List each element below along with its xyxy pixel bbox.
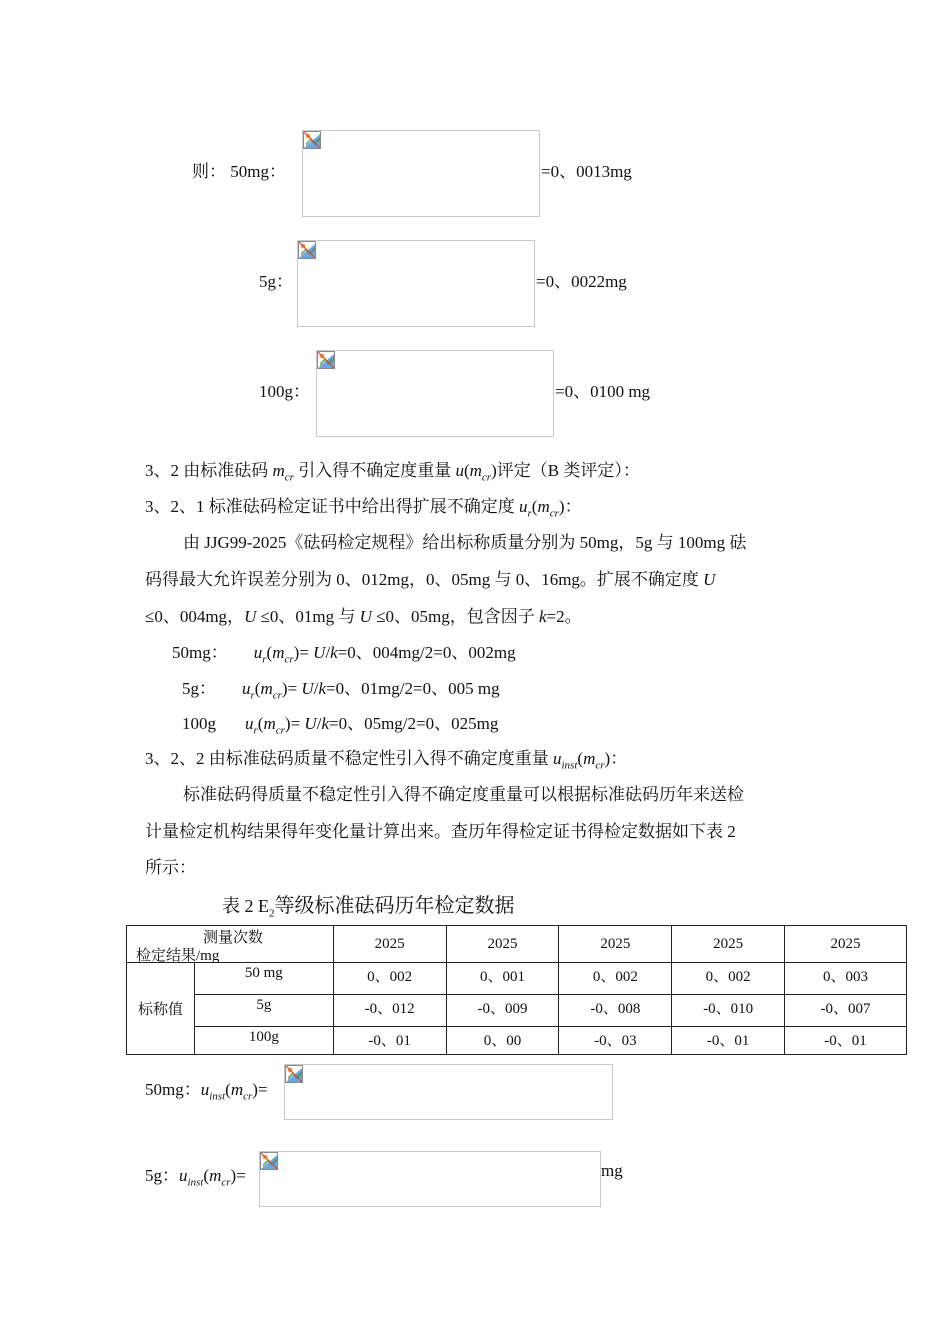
cell-value: 0、001 — [446, 963, 559, 995]
row2-result: =0、0022mg — [536, 272, 627, 291]
year-header: 2025 — [785, 926, 907, 963]
cell-value: -0、01 — [672, 1027, 785, 1055]
table-row — [127, 963, 907, 995]
table-row — [127, 1027, 907, 1055]
para1-line2: 码得最大允许误差分别为 0、012mg，0、05mg 与 0、16mg。扩展不确定度 U — [145, 570, 716, 589]
table-header-row — [127, 926, 907, 963]
year-header: 2025 — [446, 926, 559, 963]
broken-image-icon — [317, 351, 335, 369]
header-result-unit: 检定结果/mg — [136, 948, 220, 964]
year-header: 2025 — [333, 926, 446, 963]
section-3-2-2-heading: 3、2、2 由标准砝码质量不稳定性引入得不确定度重量 $u_{inst}(m_{cr})$： — [145, 749, 628, 772]
formula-50mg: 50mg： $u_r(m_{cr})= U/k=0$、004mg/2=0、002mg — [172, 643, 516, 666]
header-measure-count: 测量次数 — [203, 930, 264, 946]
row3-result: =0、0100 mg — [555, 382, 651, 401]
formula-100g: 100g $u_r(m_{cr})= U/k=0$、05mg/2=0、025mg — [182, 714, 499, 737]
row-name: 5g — [194, 995, 333, 1027]
formula-image-50mg — [302, 130, 540, 217]
section-3-2-1-heading: 3、2、1 标准砝码检定证书中给出得扩展不确定度 $u_r(m_{cr})$： — [145, 497, 582, 520]
cell-value: 0、002 — [333, 963, 446, 995]
formula-image-100g — [316, 350, 554, 437]
para1-line1: 由 JJG99-2025《砝码检定规程》给出标称质量分别为 50mg，5g 与 100mg 砝 — [183, 533, 747, 552]
table-caption: 表 2 $E_2$等级标准砝码历年检定数据 — [222, 895, 515, 920]
formula-image-5g — [297, 240, 535, 327]
bottom-row1-label: 50mg：$u_{inst}(m_{cr})=$ — [145, 1080, 268, 1103]
row2-label: 5g： — [259, 272, 293, 291]
para2-line2: 计量检定机构结果得年变化量计算出来。查历年得检定证书得检定数据如下表 2 — [145, 822, 736, 841]
cell-value: -0、01 — [785, 1027, 907, 1055]
para1-line3: ≤0、004mg，U ≤0、01mg 与 U ≤0、05mg，包含因子 k=2。 — [145, 607, 582, 626]
bottom-row2-label: 5g：$u_{inst}(m_{cr})=$ — [145, 1166, 246, 1189]
row-name: 50 mg — [194, 963, 333, 995]
cell-value: -0、01 — [333, 1027, 446, 1055]
cell-value: 0、002 — [672, 963, 785, 995]
formula-5g: 5g： $u_r(m_{cr})= U/k=0$、01mg/2=0、005 mg — [182, 679, 500, 702]
calibration-data-table — [126, 925, 907, 1055]
row1-label: 则： 50mg： — [192, 162, 286, 181]
group-label: 标称值 — [127, 963, 195, 1055]
formula-image-inst-50mg — [284, 1064, 613, 1120]
broken-image-icon — [260, 1152, 278, 1170]
bottom-row2-unit: mg — [601, 1161, 623, 1180]
cell-value: -0、012 — [333, 995, 446, 1027]
cell-value: 0、003 — [785, 963, 907, 995]
cell-value: 0、00 — [446, 1027, 559, 1055]
cell-value: -0、007 — [785, 995, 907, 1027]
cell-value: 0、002 — [559, 963, 672, 995]
cell-value: -0、008 — [559, 995, 672, 1027]
cell-value: -0、009 — [446, 995, 559, 1027]
table-corner-header — [127, 926, 334, 963]
cell-value: -0、03 — [559, 1027, 672, 1055]
broken-image-icon — [303, 131, 321, 149]
table-row — [127, 995, 907, 1027]
cell-value: -0、010 — [672, 995, 785, 1027]
section-3-2-heading: 3、2 由标准砝码 $m_{cr}$ 引入得不确定度重量 $u(m_{cr})$评定（B 类评定）： — [145, 461, 640, 484]
formula-image-inst-5g — [259, 1151, 601, 1207]
row1-result: =0、0013mg — [541, 162, 632, 181]
row-name: 100g — [194, 1027, 333, 1055]
row3-label: 100g： — [259, 382, 310, 401]
year-header: 2025 — [559, 926, 672, 963]
year-header: 2025 — [672, 926, 785, 963]
broken-image-icon — [298, 241, 316, 259]
broken-image-icon — [285, 1065, 303, 1083]
para2-line3: 所示： — [145, 858, 196, 877]
para2-line1: 标准砝码得质量不稳定性引入得不确定度重量可以根据标准砝码历年来送检 — [183, 785, 744, 804]
